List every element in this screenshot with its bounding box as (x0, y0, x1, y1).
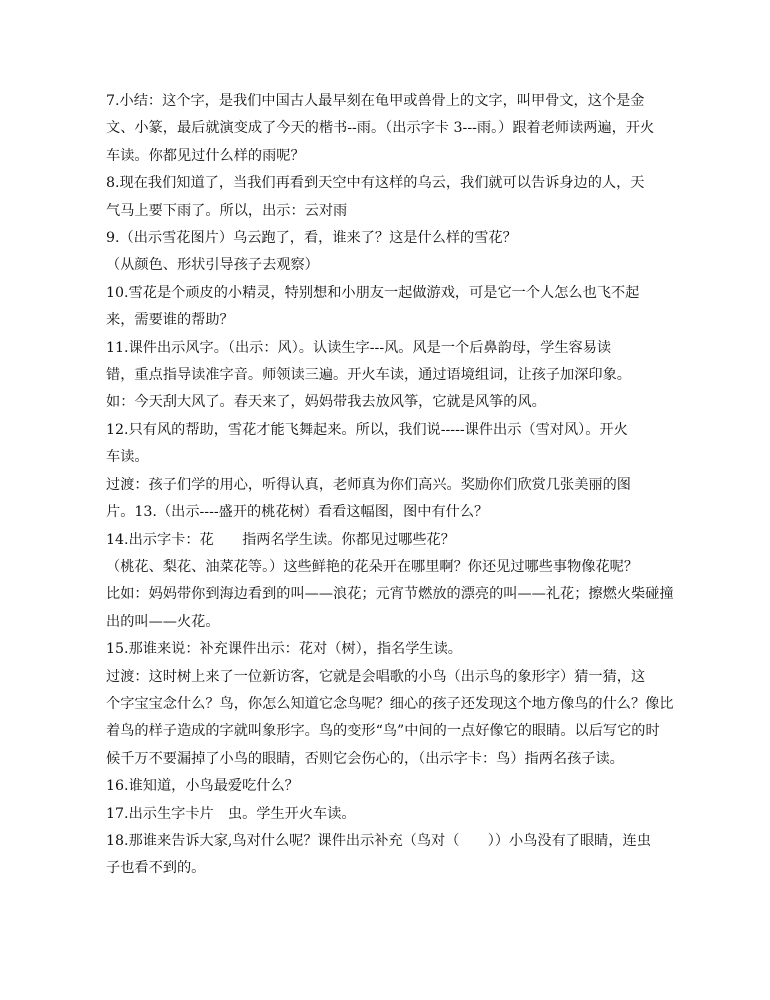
text-line: 9.（出示雪花图片）乌云跑了，看，谁来了？这是什么样的雪花？ (106, 230, 517, 247)
text-line: 7.小结：这个字，是我们中国古人最早刻在龟甲或兽骨上的文字，叫甲骨文，这个是金 (106, 93, 645, 109)
text-line: 如：今天刮大风了。春天来了，妈妈带我去放风筝，它就是风筝的风。 (106, 394, 546, 411)
text-line: 文、小篆，最后就演变成了今天的楷书--雨。（出示字卡 3---雨。）跟着老师读两遍，开火 (106, 120, 655, 137)
paragraph-14 (78, 527, 692, 554)
paragraph-11-example (78, 389, 692, 416)
text-line: 14.出示字卡：花 指两名学生读。你都见过哪些花？ (106, 531, 455, 548)
paragraph-transition-1 (78, 472, 692, 527)
text-line: 过渡：孩子们学的用心，听得认真，老师真为你们高兴。奖励你们欣赏几张美丽的图 (106, 476, 631, 493)
text-line: 12.只有风的帮助，雪花才能飞舞起来。所以，我们说-----课件出示（雪对风）。开火 (106, 421, 628, 438)
text-line: 出的叫——火花。 (106, 613, 220, 630)
text-line: （桃花、梨花、油菜花等。）这些鲜艳的花朵开在哪里啊？你还见过哪些事物像花呢？ (106, 558, 639, 575)
paragraph-17 (78, 801, 692, 828)
text-line: 片。13.（出示----盛开的桃花树）看看这幅图，图中有什么？ (106, 504, 489, 521)
paragraph-8 (78, 170, 692, 225)
paragraph-14-answers (78, 554, 692, 636)
paragraph-11 (78, 335, 692, 390)
paragraph-16 (78, 773, 692, 800)
text-line: 15.那谁来说：补充课件出示：花对（树），指名学生读。 (106, 641, 462, 658)
text-line: 18.那谁来告诉大家,鸟对什么呢？课件出示补充（鸟对（ ））小鸟没有了眼睛，连虫 (106, 832, 651, 849)
paragraph-15 (78, 636, 692, 663)
text-line: 着鸟的样子造成的字就叫象形字。鸟的变形“鸟”中间的一点好像它的眼睛。以后写它的时 (106, 723, 660, 740)
text-line: 车读。 (106, 449, 149, 466)
text-line: 子也看不到的。 (106, 860, 206, 877)
text-line: 8.现在我们知道了，当我们再看到天空中有这样的乌云，我们就可以告诉身边的人，天 (106, 175, 645, 192)
paragraph-9-note (78, 252, 692, 279)
text-line: 比如：妈妈带你到海边看到的叫——浪花；元宵节燃放的漂亮的叫——礼花；擦燃火柴碰撞 (106, 586, 674, 603)
text-line: 气马上要下雨了。所以，出示：云对雨 (106, 202, 348, 219)
paragraph-transition-2 (78, 664, 692, 774)
text-line: 来，需要谁的帮助？ (106, 312, 234, 329)
paragraph-7 (78, 88, 692, 170)
paragraph-10 (78, 280, 692, 335)
text-line: 11.课件出示风字。（出示：风）。认读生字---风。风是一个后鼻韵母，学生容易读 (106, 339, 612, 356)
text-line: 错，重点指导读准字音。师领读三遍。开火车读，通过语境组词，让孩子加深印象。 (106, 367, 631, 384)
paragraph-12 (78, 417, 692, 472)
paragraph-18 (78, 828, 692, 883)
text-line: 17.出示生字卡片 虫。学生开火车读。 (106, 805, 356, 822)
text-line: 过渡：这时树上来了一位新访客，它就是会唱歌的小鸟（出示鸟的象形字）猜一猜，这 (106, 668, 646, 685)
text-line: 16.谁知道，小鸟最爱吃什么？ (106, 778, 299, 795)
text-line: 候千万不要漏掉了小鸟的眼睛，否则它会伤心的，（出示字卡：鸟）指两名孩子读。 (106, 750, 624, 767)
text-line: （从颜色、形状引导孩子去观察） (106, 257, 319, 274)
text-line: 个字宝宝念什么？鸟，你怎么知道它念鸟呢？细心的孩子还发现这个地方像鸟的什么？像比 (106, 695, 674, 712)
text-line: 10.雪花是个顽皮的小精灵，特别想和小朋友一起做游戏，可是它一个人怎么也飞不起 (106, 284, 640, 301)
document-body (78, 88, 692, 883)
paragraph-9 (78, 225, 692, 252)
text-line: 车读。你都见过什么样的雨呢？ (106, 147, 305, 164)
